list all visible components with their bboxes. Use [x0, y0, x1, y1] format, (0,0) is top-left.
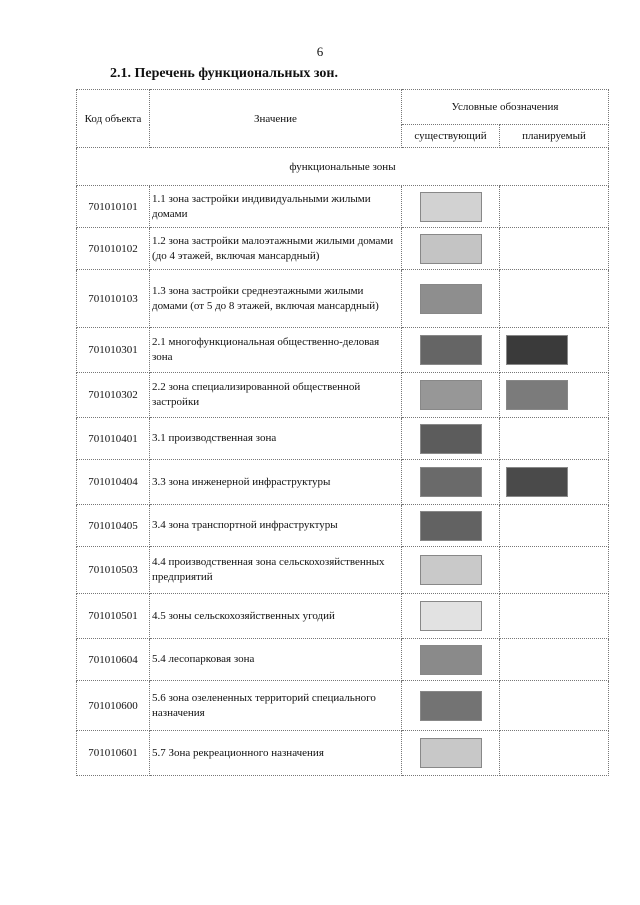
existing-zone-swatch [420, 738, 482, 768]
existing-symbol-cell [402, 594, 500, 639]
table-row [77, 418, 609, 460]
zone-description: 1.3 зона застройки среднеэтажными жилыми домами (от 5 до 8 этажей, включая мансардный) [150, 270, 402, 328]
existing-zone-swatch [420, 467, 482, 497]
planned-symbol-cell [500, 639, 609, 681]
planned-symbol-cell [500, 460, 609, 505]
zone-code: 701010101 [77, 186, 150, 228]
zone-description: 2.1 многофункциональная общественно-деловая зона [150, 328, 402, 373]
table-row [77, 547, 609, 594]
zone-description: 3.4 зона транспортной инфраструктуры [150, 505, 402, 547]
planned-zone-swatch [506, 467, 568, 497]
zone-description: 3.1 производственная зона [150, 418, 402, 460]
existing-symbol-cell [402, 547, 500, 594]
zone-description: 1.1 зона застройки индивидуальными жилыми домами [150, 186, 402, 228]
planned-symbol-cell [500, 373, 609, 418]
existing-zone-swatch [420, 284, 482, 314]
existing-zone-swatch [420, 511, 482, 541]
existing-symbol-cell [402, 731, 500, 776]
existing-symbol-cell [402, 186, 500, 228]
table-row [77, 681, 609, 731]
existing-symbol-cell [402, 373, 500, 418]
zone-code: 701010103 [77, 270, 150, 328]
table-row [77, 186, 609, 228]
existing-symbol-cell [402, 328, 500, 373]
existing-zone-swatch [420, 555, 482, 585]
header-planned: планируемый [500, 125, 609, 148]
table-row [77, 373, 609, 418]
planned-symbol-cell [500, 186, 609, 228]
zone-code: 701010601 [77, 731, 150, 776]
table-row [77, 594, 609, 639]
planned-symbol-cell [500, 228, 609, 270]
planned-symbol-cell [500, 547, 609, 594]
page-number: 6 [316, 44, 324, 59]
table-row [77, 270, 609, 328]
existing-zone-swatch [420, 234, 482, 264]
table-row [77, 460, 609, 505]
section-heading: 2.1. Перечень функциональных зон. [110, 66, 338, 81]
zone-code: 701010302 [77, 373, 150, 418]
zone-description: 2.2 зона специализированной общественной застройки [150, 373, 402, 418]
existing-zone-swatch [420, 192, 482, 222]
existing-symbol-cell [402, 418, 500, 460]
planned-symbol-cell [500, 328, 609, 373]
zone-description: 5.4 лесопарковая зона [150, 639, 402, 681]
zone-code: 701010600 [77, 681, 150, 731]
section-label: функциональные зоны [77, 148, 609, 186]
existing-symbol-cell [402, 228, 500, 270]
existing-symbol-cell [402, 681, 500, 731]
zone-code: 701010404 [77, 460, 150, 505]
zone-description: 4.4 производственная зона сельскохозяйственных предприятий [150, 547, 402, 594]
zone-description: 4.5 зоны сельскохозяйственных угодий [150, 594, 402, 639]
planned-symbol-cell [500, 681, 609, 731]
planned-symbol-cell [500, 505, 609, 547]
existing-zone-swatch [420, 380, 482, 410]
planned-symbol-cell [500, 418, 609, 460]
existing-zone-swatch [420, 335, 482, 365]
header-legend: Условные обозначения [402, 90, 609, 125]
planned-symbol-cell [500, 731, 609, 776]
zone-code: 701010102 [77, 228, 150, 270]
table-row [77, 228, 609, 270]
table-row [77, 328, 609, 373]
table-row [77, 639, 609, 681]
zone-code: 701010501 [77, 594, 150, 639]
zone-code: 701010604 [77, 639, 150, 681]
planned-zone-swatch [506, 335, 568, 365]
zone-code: 701010503 [77, 547, 150, 594]
existing-zone-swatch [420, 691, 482, 721]
planned-symbol-cell [500, 270, 609, 328]
table-body [77, 186, 609, 776]
header-existing: существующий [402, 125, 500, 148]
existing-symbol-cell [402, 270, 500, 328]
existing-symbol-cell [402, 460, 500, 505]
header-code: Код объекта [77, 90, 150, 148]
existing-zone-swatch [420, 424, 482, 454]
header-value: Значение [150, 90, 402, 148]
existing-symbol-cell [402, 505, 500, 547]
functional-zones-table [76, 89, 609, 776]
table-row [77, 505, 609, 547]
zone-code: 701010301 [77, 328, 150, 373]
zone-code: 701010405 [77, 505, 150, 547]
existing-symbol-cell [402, 639, 500, 681]
planned-symbol-cell [500, 594, 609, 639]
zone-description: 5.6 зона озелененных территорий специального назначения [150, 681, 402, 731]
zone-description: 3.3 зона инженерной инфраструктуры [150, 460, 402, 505]
zone-description: 1.2 зона застройки малоэтажными жилыми домами (до 4 этажей, включая мансардный) [150, 228, 402, 270]
zone-code: 701010401 [77, 418, 150, 460]
planned-zone-swatch [506, 380, 568, 410]
table-row [77, 731, 609, 776]
existing-zone-swatch [420, 601, 482, 631]
existing-zone-swatch [420, 645, 482, 675]
zone-description: 5.7 Зона рекреационного назначения [150, 731, 402, 776]
